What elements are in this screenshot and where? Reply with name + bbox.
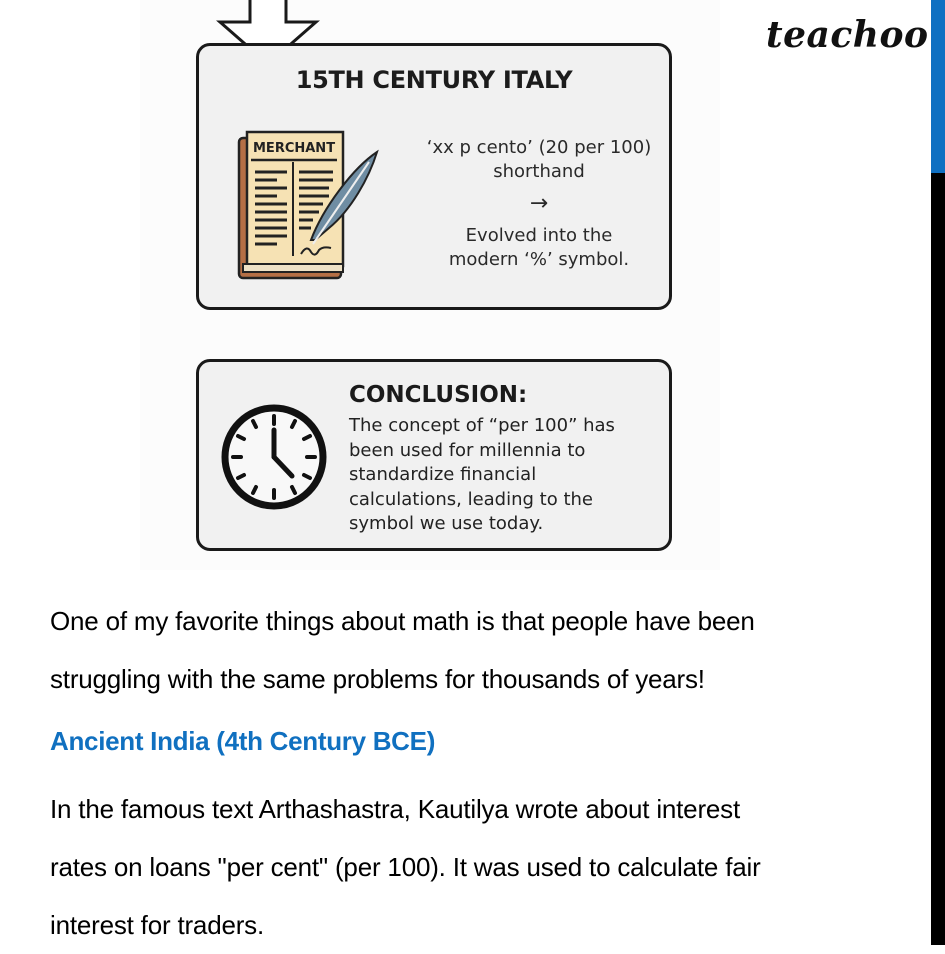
conclusion-title: CONCLUSION: [349,382,528,408]
right-arrow-icon: → [529,191,549,216]
clock-icon [219,402,329,512]
conclusion-line: standardize financial [349,464,537,485]
italy-line-2: shorthand [493,161,585,182]
teachoo-logo: teachoo [766,14,929,56]
merchant-ledger-quill-icon [233,128,383,288]
paragraph-line: interest for traders. [50,910,264,940]
conclusion-line: calculations, leading to the [349,488,593,510]
conclusion-line: The concept of “per 100” has [349,415,615,436]
italy-line-3: Evolved into the [465,225,613,246]
side-bar-black-segment [931,173,945,945]
paragraph-line: struggling with the same problems for thousands of years! [50,664,705,694]
paragraph-line: rates on loans "per cent" (per 100). It was used to calculate fair [50,852,761,882]
conclusion-line: been used for millennia to [349,439,586,461]
italy-card-title: 15TH CENTURY ITALY [295,66,573,94]
conclusion-card [196,359,672,551]
paragraph-line: In the famous text Arthashastra, Kautilya wrote about interest [50,794,740,824]
side-bar-blue-segment [931,0,945,173]
svg-text:MERCHANT: MERCHANT [253,141,336,156]
intro-paragraph [50,592,910,708]
section-paragraph [50,780,910,954]
section-heading: Ancient India (4th Century BCE) [50,726,436,756]
italy-card-description [409,136,669,272]
italy-line-4: modern ‘%’ symbol. [448,249,630,270]
conclusion-body [349,414,659,537]
italy-line-1: ‘xx p cento’ (20 per 100) [426,137,652,158]
side-accent-bar [931,0,945,945]
paragraph-line: One of my favorite things about math is that people have been [50,606,755,636]
conclusion-line: symbol we use today. [349,513,544,534]
italy-card [196,43,672,310]
